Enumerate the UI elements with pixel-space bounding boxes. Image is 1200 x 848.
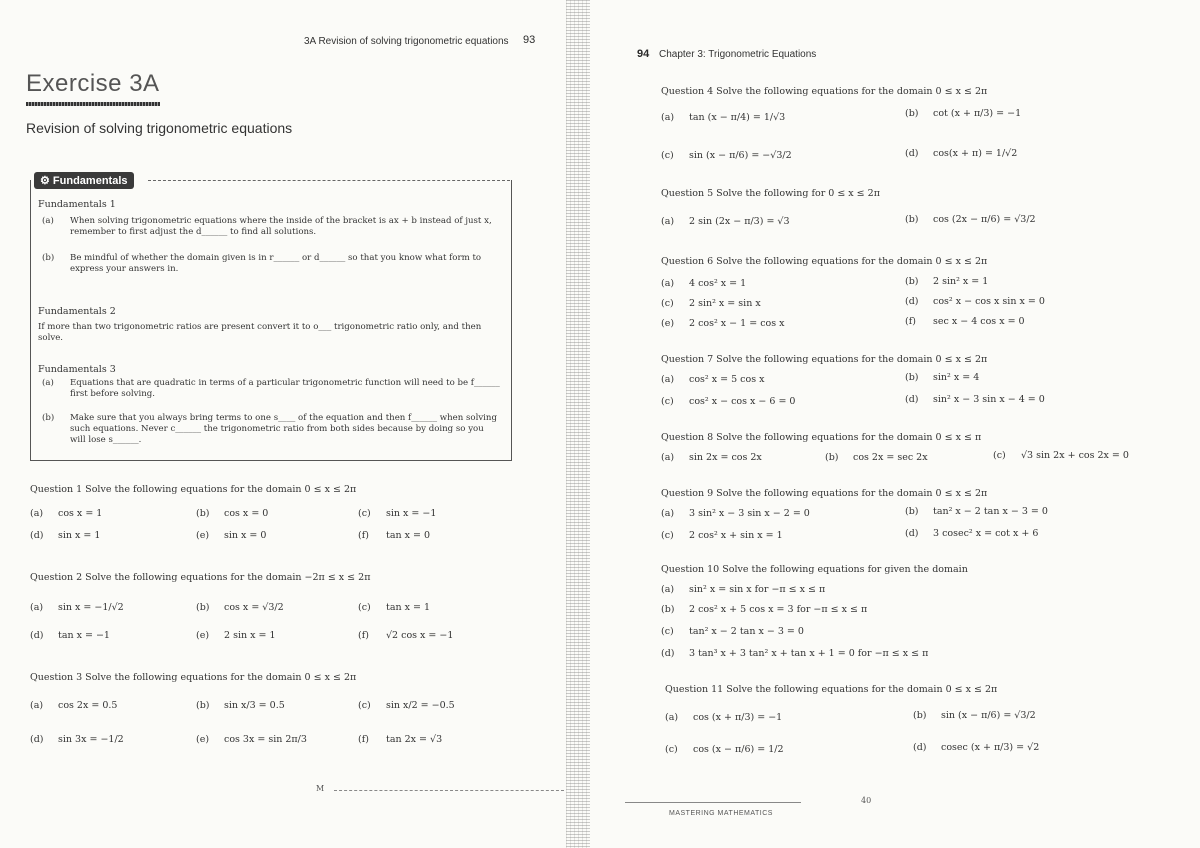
- fund-3b-text: Make sure that you always bring terms to one s____ of the equation and then f______ when solving such equations. Never c______ the trigonometric ratio from both sides because by doing so you will lose s______.: [70, 413, 497, 445]
- fund-1a-text: When solving trigonometric equations where the inside of the bracket is ax + b instead of just x, remember to first adjust the d______ to find all solutions.: [70, 216, 492, 237]
- fundamentals-2-heading: Fundamentals 2: [38, 306, 116, 317]
- q3-b: (b) sin x/3 = 0.5: [196, 700, 285, 711]
- fund-3b-label: (b): [42, 413, 55, 423]
- q1-d: (d) sin x = 1: [30, 530, 101, 541]
- page-number: 93: [523, 34, 536, 46]
- q10-a: (a) sin² x = sin x for −π ≤ x ≤ π: [661, 584, 826, 595]
- q6-c: (c) 2 sin² x = sin x: [661, 298, 761, 309]
- q11-a: (a) cos (x + π/3) = −1: [665, 712, 783, 723]
- exercise-title: Exercise 3A: [26, 70, 160, 97]
- question-4-heading: Question 4 Solve the following equations for the domain 0 ≤ x ≤ 2π: [661, 86, 988, 97]
- running-head: Chapter 3: Trigonometric Equations: [659, 49, 817, 60]
- q9-b: (b) tan² x − 2 tan x − 3 = 0: [905, 506, 1048, 517]
- q2-f: (f) √2 cos x = −1: [358, 630, 454, 641]
- running-head: 3A Revision of solving trigonometric equations: [304, 36, 509, 47]
- footer-rule-left: [334, 790, 564, 791]
- fund-2-text: If more than two trigonometric ratios are present convert it to o___ trigonometric ratio only, and then solve.: [38, 322, 482, 343]
- q7-b: (b) sin² x = 4: [905, 372, 980, 383]
- question-8-heading: Question 8 Solve the following equations for the domain 0 ≤ x ≤ π: [661, 432, 982, 443]
- q1-b: (b) cos x = 0: [196, 508, 269, 519]
- q10-d: (d) 3 tan³ x + 3 tan² x + tan x + 1 = 0 for −π ≤ x ≤ π: [661, 648, 929, 659]
- q1-c: (c) sin x = −1: [358, 508, 437, 519]
- q3-d: (d) sin 3x = −1/2: [30, 734, 124, 745]
- footer-brand: MASTERING MATHEMATICS: [669, 810, 773, 817]
- q8-c: (c) √3 sin 2x + cos 2x = 0: [993, 450, 1129, 461]
- exercise-subtitle: Revision of solving trigonometric equations: [26, 120, 293, 136]
- q1-e: (e) sin x = 0: [196, 530, 267, 541]
- q2-e: (e) 2 sin x = 1: [196, 630, 276, 641]
- question-10-heading: Question 10 Solve the following equations for given the domain: [661, 564, 968, 575]
- q4-d: (d) cos(x + π) = 1/√2: [905, 148, 1018, 159]
- fundamentals-icon: ⚙: [40, 175, 53, 187]
- q5-a: (a) 2 sin (2x − π/3) = √3: [661, 216, 790, 227]
- footer-rule-right: [625, 802, 801, 803]
- q6-d: (d) cos² x − cos x sin x = 0: [905, 296, 1045, 307]
- q9-a: (a) 3 sin² x − 3 sin x − 2 = 0: [661, 508, 810, 519]
- fundamentals-1-heading: Fundamentals 1: [38, 199, 116, 210]
- q7-d: (d) sin² x − 3 sin x − 4 = 0: [905, 394, 1045, 405]
- q3-e: (e) cos 3x = sin 2π/3: [196, 734, 307, 745]
- question-9-heading: Question 9 Solve the following equations for the domain 0 ≤ x ≤ 2π: [661, 488, 988, 499]
- q2-a: (a) sin x = −1/√2: [30, 602, 124, 613]
- q1-f: (f) tan x = 0: [358, 530, 431, 541]
- q9-d: (d) 3 cosec² x = cot x + 6: [905, 528, 1039, 539]
- title-rule: [26, 102, 160, 106]
- q1-a: (a) cos x = 1: [30, 508, 103, 519]
- q9-c: (c) 2 cos² x + sin x = 1: [661, 530, 783, 541]
- question-11-heading: Question 11 Solve the following equations for the domain 0 ≤ x ≤ 2π: [665, 684, 998, 695]
- question-5-heading: Question 5 Solve the following for 0 ≤ x ≤ 2π: [661, 188, 880, 199]
- q6-b: (b) 2 sin² x = 1: [905, 276, 989, 287]
- fund-1a-label: (a): [42, 216, 54, 226]
- right-page: [585, 0, 1200, 848]
- footer-initial: M: [316, 784, 325, 793]
- q8-a: (a) sin 2x = cos 2x: [661, 452, 762, 463]
- q6-a: (a) 4 cos² x = 1: [661, 278, 747, 289]
- page-number: 94: [637, 48, 650, 60]
- fund-1b-text: Be mindful of whether the domain given is in r______ or d______ so that you know what form to express your answers in.: [70, 253, 482, 274]
- fund-3a-text: Equations that are quadratic in terms of a particular trigonometric function will need to be f______ first before solving.: [70, 378, 500, 399]
- q2-c: (c) tan x = 1: [358, 602, 431, 613]
- q3-a: (a) cos 2x = 0.5: [30, 700, 118, 711]
- q11-c: (c) cos (x − π/6) = 1/2: [665, 744, 784, 755]
- q4-b: (b) cot (x + π/3) = −1: [905, 108, 1022, 119]
- fund-3a-label: (a): [42, 378, 54, 388]
- question-6-heading: Question 6 Solve the following equations for the domain 0 ≤ x ≤ 2π: [661, 256, 988, 267]
- question-1-heading: Question 1 Solve the following equations for the domain 0 ≤ x ≤ 2π: [30, 484, 357, 495]
- fund-1b-label: (b): [42, 253, 55, 263]
- q6-e: (e) 2 cos² x − 1 = cos x: [661, 318, 785, 329]
- q2-b: (b) cos x = √3/2: [196, 602, 284, 613]
- q2-d: (d) tan x = −1: [30, 630, 110, 641]
- q5-b: (b) cos (2x − π/6) = √3/2: [905, 214, 1036, 225]
- q11-d: (d) cosec (x + π/3) = √2: [913, 742, 1040, 753]
- q6-f: (f) sec x − 4 cos x = 0: [905, 316, 1025, 327]
- question-2-heading: Question 2 Solve the following equations for the domain −2π ≤ x ≤ 2π: [30, 572, 371, 583]
- q7-a: (a) cos² x = 5 cos x: [661, 374, 765, 385]
- question-7-heading: Question 7 Solve the following equations for the domain 0 ≤ x ≤ 2π: [661, 354, 988, 365]
- q10-b: (b) 2 cos² x + 5 cos x = 3 for −π ≤ x ≤ π: [661, 604, 868, 615]
- question-3-heading: Question 3 Solve the following equations for the domain 0 ≤ x ≤ 2π: [30, 672, 357, 683]
- q4-a: (a) tan (x − π/4) = 1/√3: [661, 112, 786, 123]
- footer-page-number: 40: [861, 796, 872, 805]
- left-page: [0, 0, 570, 848]
- fundamentals-badge: ⚙ Fundamentals: [34, 172, 134, 189]
- q4-c: (c) sin (x − π/6) = −√3/2: [661, 150, 792, 161]
- q3-c: (c) sin x/2 = −0.5: [358, 700, 455, 711]
- q3-f: (f) tan 2x = √3: [358, 734, 443, 745]
- q8-b: (b) cos 2x = sec 2x: [825, 452, 928, 463]
- q11-b: (b) sin (x − π/6) = √3/2: [913, 710, 1036, 721]
- q10-c: (c) tan² x − 2 tan x − 3 = 0: [661, 626, 804, 637]
- fundamentals-3-heading: Fundamentals 3: [38, 364, 116, 375]
- q7-c: (c) cos² x − cos x − 6 = 0: [661, 396, 796, 407]
